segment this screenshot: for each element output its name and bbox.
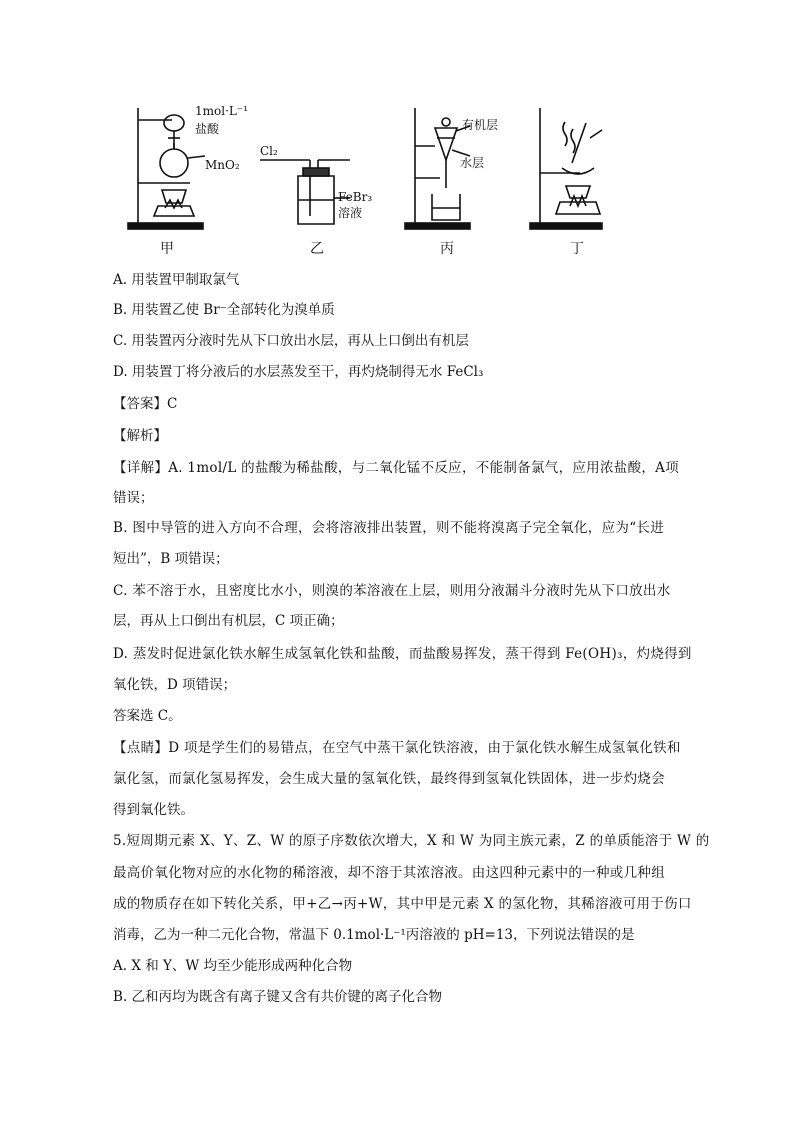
answer: 【答案】C [113, 396, 178, 412]
detail-d-line1: D. 蒸发时促进氯化铁水解生成氢氧化铁和盐酸，而盐酸易挥发，蒸干得到 Fe(OH)₃，灼烧得到 [113, 646, 692, 662]
option-c: C. 用装置丙分液时先从下口放出水层，再从上口倒出有机层 [113, 333, 469, 349]
detail-a-line1: 【详解】A. 1mol/L 的盐酸为稀盐酸，与二氧化锰不反应，不能制备氯气，应用浓盐酸，A项 [113, 460, 680, 476]
option-a: A. 用装置甲制取氯气 [113, 272, 240, 288]
detail-c-line2: 层，再从上口倒出有机层，C 项正确； [113, 613, 344, 629]
question5-option-a: A. X 和 Y、W 均至少能形成两种化合物 [113, 958, 353, 974]
detail-a-line2: 错误； [113, 490, 154, 506]
caption-jia: 甲 [160, 241, 174, 257]
option-d: D. 用装置丁将分液后的水层蒸发至干，再灼烧制得无水 FeCl₃ [113, 364, 484, 380]
label-conc: 1mol·L⁻¹ [195, 104, 249, 118]
caption-yi: 乙 [310, 241, 324, 257]
label-cl2: Cl₂ [260, 144, 278, 158]
tip-line2: 氯化氢，而氯化氢易挥发，会生成大量的氢氧化铁，最终得到氢氧化铁固体，进一步灼烧会 [113, 771, 665, 787]
label-water: 水层 [460, 156, 485, 170]
label-mno2: MnO₂ [205, 158, 240, 172]
label-febr3: FeBr₃ [338, 190, 373, 204]
question5-line1: 5.短周期元素 X、Y、Z、W 的原子序数依次增大，X 和 W 为同主族元素，Z 的单质能溶于 W 的 [113, 833, 710, 849]
detail-d-line2: 氧化铁，D 项错误； [113, 677, 237, 693]
detail-b-line2: 短出”，B 项错误； [113, 551, 229, 567]
detail-b-line1: B. 图中导管的进入方向不合理，会将溶液排出装置，则不能将溴离子完全氧化，应为“长进 [113, 520, 665, 536]
tip-line1: 【点睛】D 项是学生们的易错点，在空气中蒸干氯化铁溶液，由于氯化铁水解生成氢氧化铁和 [113, 740, 681, 756]
label-organic: 有机层 [462, 118, 499, 132]
label-solution: 溶液 [338, 206, 363, 220]
question5-line4: 消毒，乙为一种二元化合物，常温下 0.1mol·L⁻¹丙溶液的 pH=13，下列说法错误的是 [113, 927, 635, 943]
question5-option-b: B. 乙和丙均为既含有离子键又含有共价键的离子化合物 [113, 989, 443, 1005]
option-b: B. 用装置乙使 Br⁻全部转化为溴单质 [113, 302, 335, 318]
analysis-heading: 【解析】 [113, 428, 167, 444]
detail-c-line1: C. 苯不溶于水，且密度比水小，则溴的苯溶液在上层，则用分液漏斗分液时先从下口放出水 [113, 583, 671, 599]
caption-ding: 丁 [570, 241, 584, 257]
question5-line3: 成的物质存在如下转化关系，甲+乙→丙+W，其中甲是元素 X 的氢化物，其稀溶液可用于伤口 [113, 896, 692, 912]
label-acid: 盐酸 [195, 122, 220, 136]
apparatus-drawing [110, 98, 630, 263]
apparatus-figure [110, 98, 630, 263]
caption-bing: 丙 [440, 241, 454, 257]
question5-line2: 最高价氧化物对应的水化物的稀溶液，却不溶于其浓溶液。由这四种元素中的一种或几种组 [113, 865, 665, 881]
tip-line3: 得到氧化铁。 [113, 802, 194, 818]
conclusion: 答案选 C。 [113, 708, 182, 724]
